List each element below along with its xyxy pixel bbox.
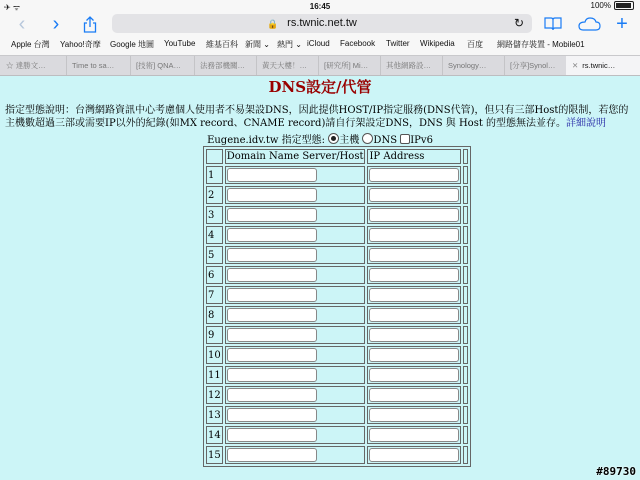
host-cell [225, 426, 366, 444]
page-title: DNS設定/代管 [268, 78, 372, 96]
reload-icon[interactable]: ↻ [513, 16, 524, 30]
host-cell [225, 286, 366, 304]
table-row [206, 186, 468, 204]
radio-host-label: 主機 [339, 135, 360, 146]
host-input[interactable] [227, 428, 317, 442]
ip-input[interactable] [369, 268, 459, 282]
row-number: 8 [206, 306, 223, 324]
ip-input[interactable] [369, 168, 459, 182]
type-label: 指定型態: [281, 135, 326, 146]
ip-input[interactable] [369, 328, 459, 342]
host-input[interactable] [227, 288, 317, 302]
ip-cell [367, 266, 461, 284]
ip-input[interactable] [369, 408, 459, 422]
ip-input[interactable] [369, 368, 459, 382]
navigation-bar [0, 13, 640, 35]
signal-icons: ✈ ᯤ [4, 3, 21, 12]
row-spacer [463, 246, 468, 264]
tab-item[interactable]: Time to sa… [66, 56, 131, 75]
host-input[interactable] [227, 328, 317, 342]
ip-cell [367, 286, 461, 304]
bookmark-item[interactable]: 熱門 ⌄ [277, 40, 302, 49]
host-cell [225, 346, 366, 364]
row-spacer [463, 426, 468, 444]
ip-input[interactable] [369, 208, 459, 222]
host-input[interactable] [227, 448, 317, 462]
ip-input[interactable] [369, 248, 459, 262]
tab-item[interactable]: [分享]Synol… [504, 56, 567, 75]
host-input[interactable] [227, 268, 317, 282]
table-row [206, 386, 468, 404]
table-row [206, 226, 468, 244]
host-input[interactable] [227, 388, 317, 402]
checkbox-ipv6-label: IPv6 [410, 135, 433, 146]
row-spacer [463, 186, 468, 204]
tab-active[interactable] [566, 56, 640, 75]
row-spacer [463, 446, 468, 464]
table-row [206, 266, 468, 284]
table-row [206, 326, 468, 344]
table-row [206, 426, 468, 444]
share-icon[interactable] [80, 13, 100, 35]
tab-bar [0, 55, 640, 76]
ip-cell [367, 166, 461, 184]
tab-item[interactable]: [研究所] Mi… [318, 56, 381, 75]
ip-cell [367, 246, 461, 264]
radio-dns[interactable] [362, 133, 373, 144]
browser-chrome [0, 0, 640, 74]
host-cell [225, 246, 366, 264]
host-input[interactable] [227, 168, 317, 182]
host-cell [225, 406, 366, 424]
host-input[interactable] [227, 208, 317, 222]
host-cell [225, 186, 366, 204]
tab-item[interactable]: Synology… [442, 56, 505, 75]
host-input[interactable] [227, 248, 317, 262]
bookmark-item[interactable]: YouTube [164, 39, 196, 48]
page-content [0, 74, 640, 480]
new-tab-icon[interactable]: + [616, 12, 628, 35]
header-spacer [463, 149, 468, 164]
detail-link[interactable]: 詳細說明 [566, 118, 607, 129]
host-cell [225, 166, 366, 184]
row-number: 5 [206, 246, 223, 264]
ip-input[interactable] [369, 288, 459, 302]
host-cell [225, 326, 366, 344]
row-number: 14 [206, 426, 223, 444]
row-number: 11 [206, 366, 223, 384]
row-number: 15 [206, 446, 223, 464]
description [5, 104, 635, 130]
table-row [206, 246, 468, 264]
address-bar[interactable] [112, 14, 532, 33]
back-button[interactable]: ‹ [18, 12, 26, 35]
row-number: 3 [206, 206, 223, 224]
host-cell [225, 446, 366, 464]
battery-percent: 100% [590, 1, 611, 10]
ip-cell [367, 406, 461, 424]
tab-item[interactable]: [技術] QNA… [130, 56, 195, 75]
type-selector [0, 131, 640, 146]
host-cell [225, 366, 366, 384]
ip-cell [367, 186, 461, 204]
table-row [206, 166, 468, 184]
row-number: 10 [206, 346, 223, 364]
bookmark-item[interactable]: 維基百科 [206, 40, 238, 49]
radio-dns-label: DNS [373, 135, 398, 146]
ip-input[interactable] [369, 228, 459, 242]
ip-cell [367, 346, 461, 364]
bookmarks-bar [0, 37, 640, 51]
bookmark-item[interactable]: iCloud [307, 39, 330, 48]
host-cell [225, 206, 366, 224]
description-text: 指定型態說明：台灣網路資訊中心考慮個人使用者不易架設DNS，因此提供HOST/IP指定服務(DNS代管)，但只有三部Host的限制，若您的主機數超過三部或需要IP以外的紀錄(如MX record、CNAME record)請自行架設定DNS，DNS 與 Host 的型態無法並存。 [5, 105, 629, 129]
row-spacer [463, 226, 468, 244]
bookmark-item[interactable]: Twitter [386, 39, 410, 48]
row-number: 9 [206, 326, 223, 344]
row-spacer [463, 166, 468, 184]
url-text: rs.twnic.net.tw [287, 17, 357, 29]
row-number: 2 [206, 186, 223, 204]
table-row [206, 366, 468, 384]
ip-input[interactable] [369, 348, 459, 362]
row-number: 1 [206, 166, 223, 184]
bookmark-item[interactable]: 新聞 ⌄ [245, 40, 270, 49]
row-number: 12 [206, 386, 223, 404]
host-cell [225, 306, 366, 324]
bookmark-item[interactable]: Facebook [340, 39, 376, 48]
status-bar [0, 0, 640, 13]
tab-item[interactable]: ☆ 達勝文… [0, 56, 67, 75]
bookmark-item[interactable]: 百度 [467, 40, 483, 49]
table-row [206, 406, 468, 424]
host-cell [225, 266, 366, 284]
row-spacer [463, 306, 468, 324]
ip-cell [367, 426, 461, 444]
host-input[interactable] [227, 348, 317, 362]
battery-group [591, 1, 634, 10]
tab-active-label: rs.twnic… [582, 61, 616, 70]
ip-cell [367, 226, 461, 244]
dns-table [203, 146, 471, 467]
bookmark-item[interactable]: Yahoo!奇摩 [60, 40, 101, 49]
domain-name: Eugene.idv.tw [207, 135, 279, 146]
bookmark-item[interactable]: 網路儲存裝置 - Mobile01 [497, 40, 585, 49]
row-number: 6 [206, 266, 223, 284]
row-spacer [463, 406, 468, 424]
table-row [206, 446, 468, 464]
bookmark-item[interactable]: Apple 台灣 [11, 40, 50, 49]
ip-input[interactable] [369, 188, 459, 202]
host-input[interactable] [227, 408, 317, 422]
header-num [206, 149, 223, 164]
watermark: #89730 [596, 465, 636, 478]
host-input[interactable] [227, 308, 317, 322]
row-spacer [463, 266, 468, 284]
ip-cell [367, 326, 461, 344]
bookmark-item[interactable]: Google 地圖 [110, 40, 155, 49]
clock: 16:45 [309, 2, 331, 11]
host-input[interactable] [227, 228, 317, 242]
host-cell [225, 386, 366, 404]
row-number: 13 [206, 406, 223, 424]
bookmark-item[interactable]: Wikipedia [420, 39, 455, 48]
lock-icon: 🔒 [267, 19, 279, 29]
row-spacer [463, 366, 468, 384]
ip-cell [367, 206, 461, 224]
ip-cell [367, 366, 461, 384]
ip-cell [367, 386, 461, 404]
host-input[interactable] [227, 188, 317, 202]
row-number: 7 [206, 286, 223, 304]
header-ip: IP Address [367, 149, 461, 164]
row-spacer [463, 326, 468, 344]
tab-item[interactable]: 其他網路設… [380, 56, 443, 75]
table-row [206, 306, 468, 324]
tab-item[interactable]: 法務部機關… [194, 56, 257, 75]
header-host: Domain Name Server/Host [226, 151, 364, 162]
cloud-tabs-icon[interactable] [576, 13, 602, 35]
ip-input[interactable] [369, 428, 459, 442]
ip-input[interactable] [369, 308, 459, 322]
row-number: 4 [206, 226, 223, 244]
row-spacer [463, 386, 468, 404]
ip-input[interactable] [369, 448, 459, 462]
table-row [206, 346, 468, 364]
row-spacer [463, 206, 468, 224]
ip-cell [367, 446, 461, 464]
row-spacer [463, 286, 468, 304]
ip-input[interactable] [369, 388, 459, 402]
row-spacer [463, 346, 468, 364]
tab-item[interactable]: 黃天大樓！… [256, 56, 319, 75]
forward-button[interactable]: › [52, 12, 60, 35]
host-cell [225, 226, 366, 244]
host-input[interactable] [227, 368, 317, 382]
table-row [206, 206, 468, 224]
ip-cell [367, 306, 461, 324]
radio-host[interactable] [328, 133, 339, 144]
close-tab-icon[interactable]: ✕ [572, 61, 579, 70]
table-header [206, 149, 468, 164]
table-row [206, 286, 468, 304]
bookmarks-icon[interactable] [543, 13, 563, 35]
checkbox-ipv6[interactable] [400, 134, 410, 144]
battery-icon [614, 1, 634, 10]
